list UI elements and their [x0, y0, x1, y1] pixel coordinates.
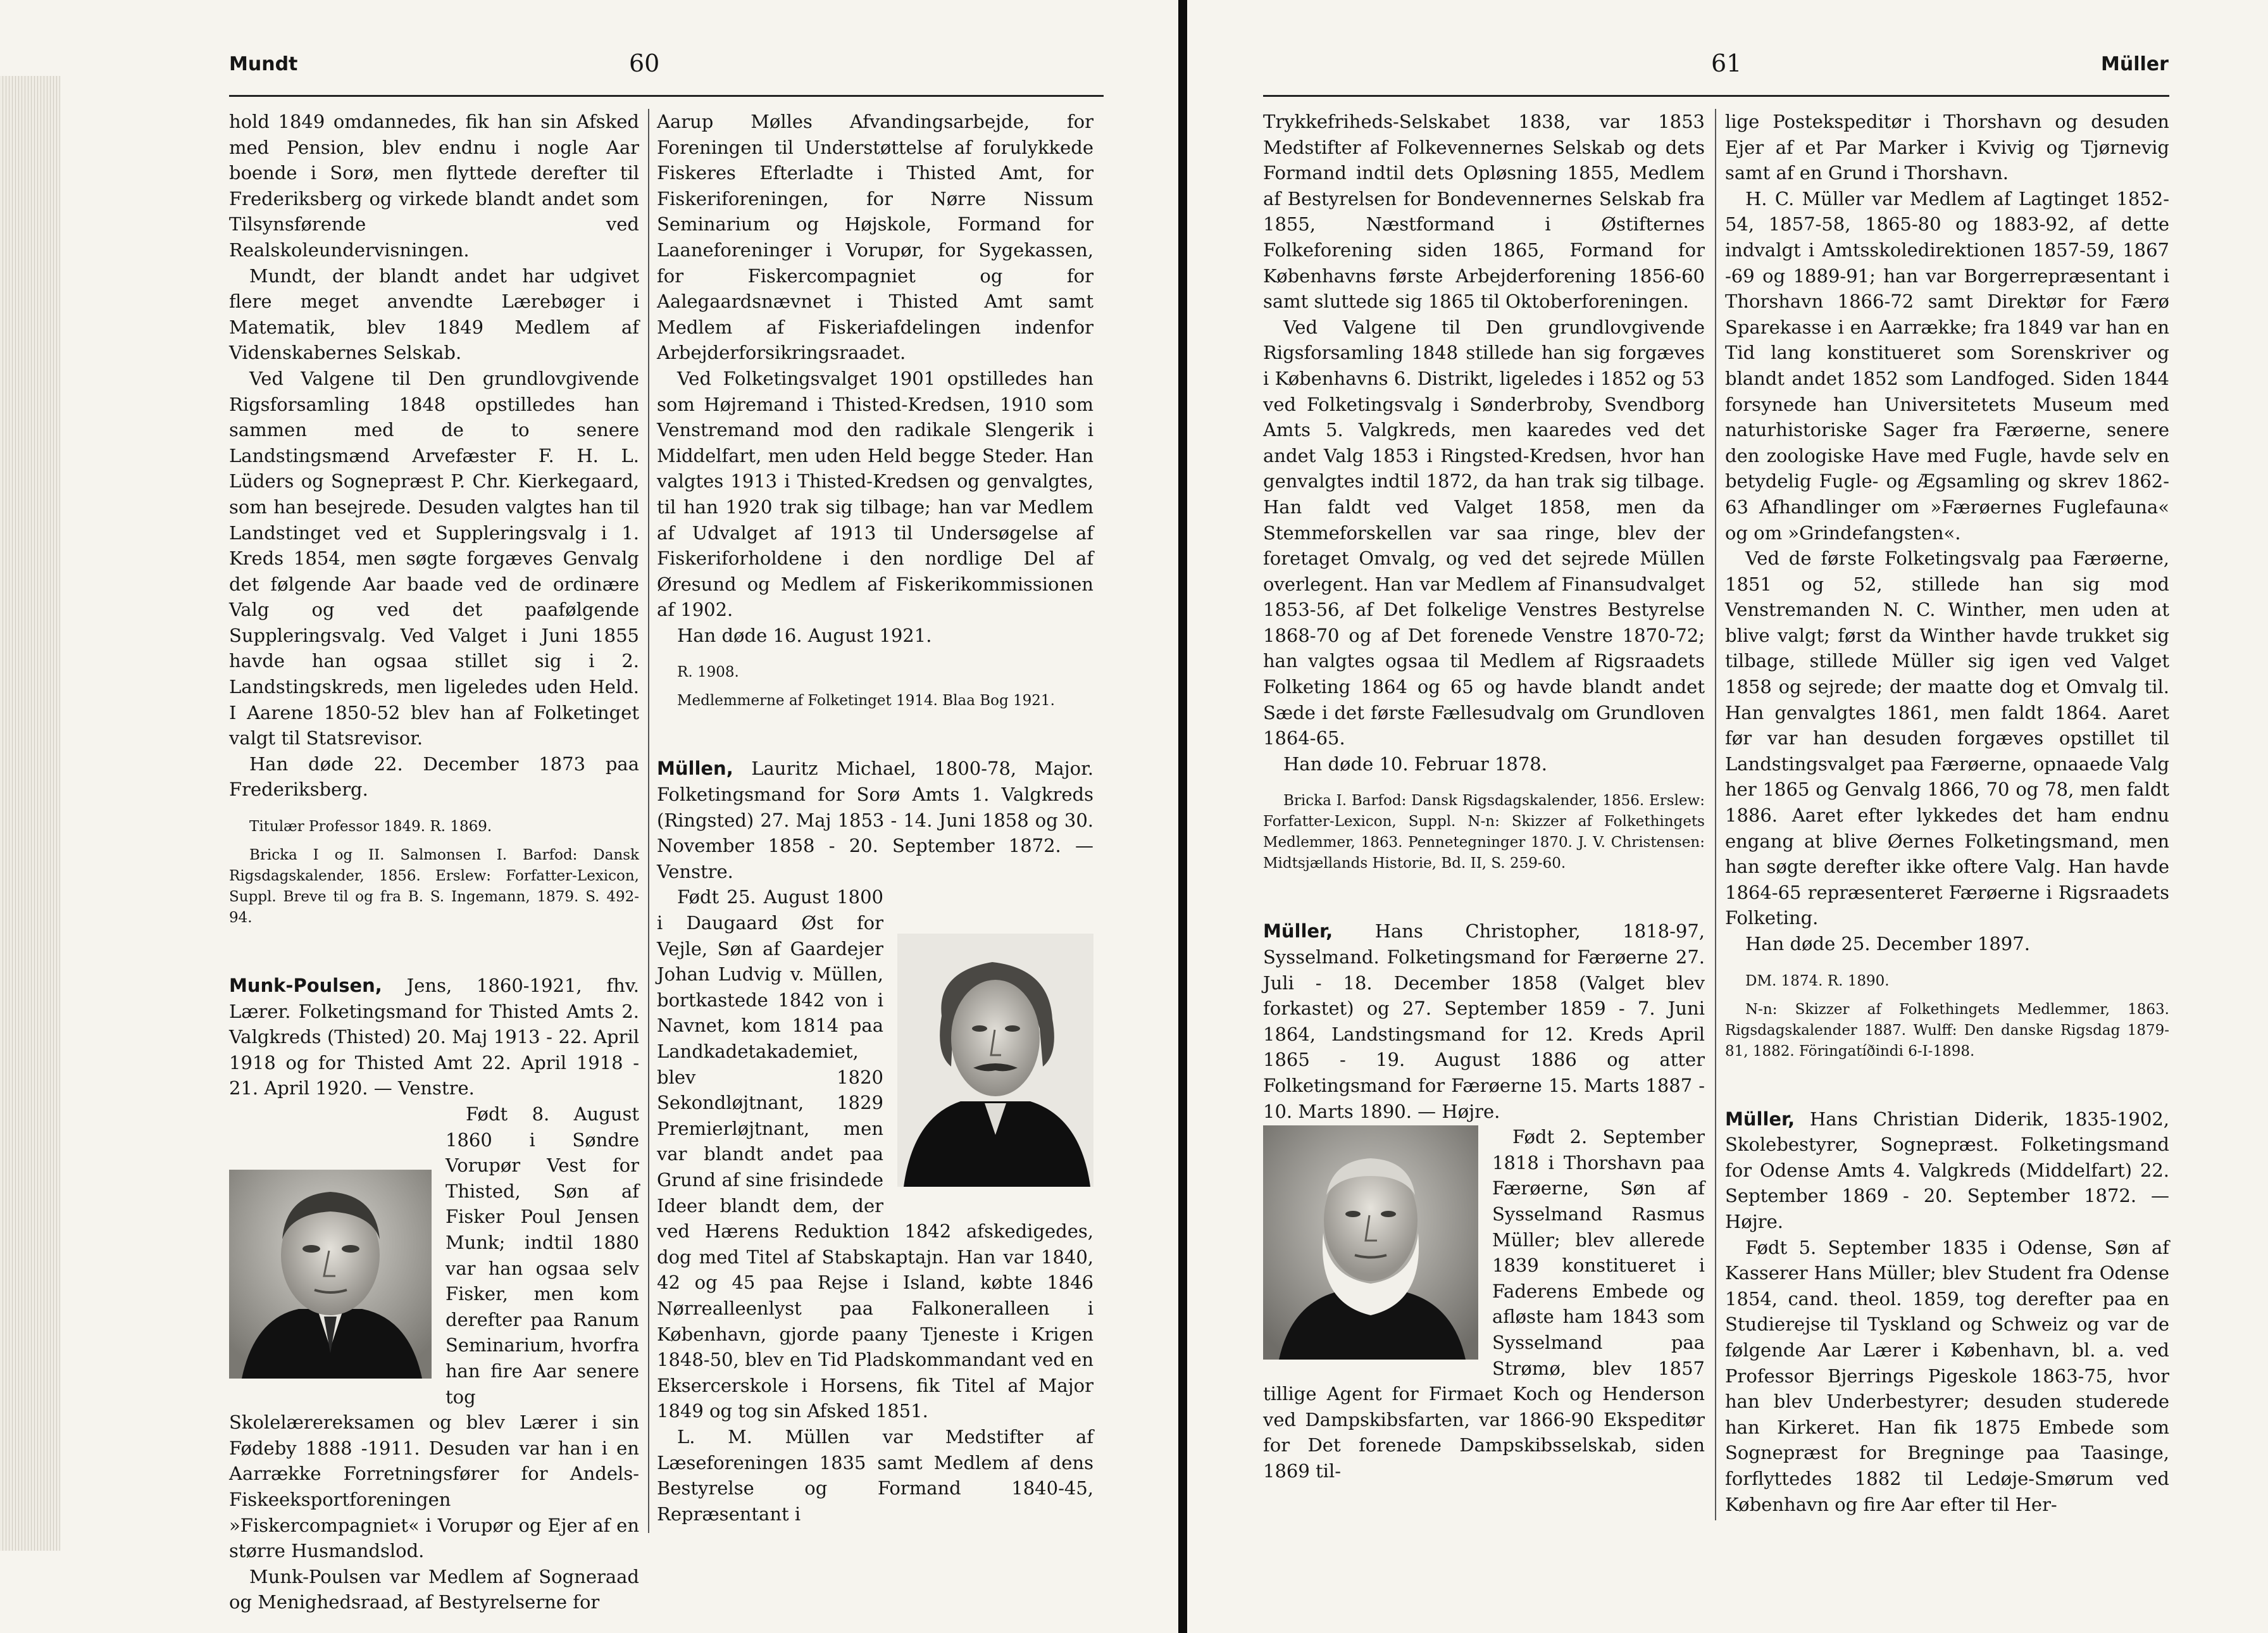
right-column: [657, 109, 1094, 1527]
paragraph: Han døde 10. Februar 1878.: [1283, 753, 1547, 775]
portrait-mullen: [897, 934, 1094, 1187]
paragraph: H. C. Müller var Medlem af Lagtinget 1852-54, 1857-58, 1865-80 og 1883-92, af dette indvalgt i Amtsskoledirektionen 1857-59, 1867 -69 og 1889-91; han var Borgerrepræsentant i Thorshavn 1866-72 samt Direktør for Færø Sparekasse i en Aarrække; fra 1849 var han en Tid lang konstitueret som Sorenskriver og blandt andet 1852 som Landfoged. Siden 1844 forsynede han Universitetets Museum med naturhistoriske Sager fra Færøerne, senere den zoologiske Have med Fugle, havde selv en betydelig Fugle- og Ægsamling og skrev 1862-63 Afhandlinger om »Færøernes Fuglefauna« og om »Grindefangsten«.: [1725, 187, 2169, 544]
entry-summary: Jens, 1860-1921, fhv. Lærer. Folketingsmand for Thisted Amts 2. Valgkreds (Thisted) 20. Maj 1913 - 22. April 1918 og for Thisted Amt 22. April 1918 - 21. April 1920. — Venstre.: [229, 975, 640, 1099]
header-rule: [229, 95, 1104, 97]
entry-name: Müller,: [1263, 920, 1333, 942]
paragraph: L. M. Müllen var Medstifter af Læseforeningen 1835 samt Medlem af dens Bestyrelse og Formand 1840-45, Repræsentant i: [657, 1425, 1094, 1525]
page-number: 61: [1711, 49, 1742, 77]
column-divider: [648, 109, 649, 1533]
paragraph-with-portrait: Født 25. August 1800 i Daugaard Øst for Vejle, Søn af Gaardejer Johan Ludvig v. Müllen, bortkastede 1842 von i Navnet, kom 1814 paa Landkadetakademiet, blev 1820 Sekondløjtnant, 1829 Premierløjtnant, men var blandt andet paa Grund af sine frisindede Ideer blandt dem, der ved Hærens Reduktion 1842 afskedigedes, dog med Titel af Stabskaptajn. Han var 1840, 42 og 45 paa Rejse i Island, købte 1846 Nørrealleenlyst paa Falkoneralleen i København, gjorde paany Tjeneste i Krigen 1848-50, blev en Tid Pladskommandant ved en Eksercerskole i Horsens, fik Titel af Major 1849 og tog sin Afsked 1851.: [657, 886, 1094, 1422]
entry-summary: Hans Christopher, 1818-97, Sysselmand. Folketingsmand for Færøerne 27. Juli - 18. December 1858 (Valget blev forkastet) og 27. September 1859 - 7. Juni 1864, Landstingsmand for 12. Kreds April 1865 - 19. August 1886 og atter Folketingsmand for Færøerne 15. Marts 1887 - 10. Marts 1890. — Højre.: [1263, 920, 1705, 1122]
paragraph: Han døde 22. December 1873 paa Frederiksberg.: [229, 753, 639, 801]
header-rule: [1263, 95, 2169, 97]
paragraph: hold 1849 omdannedes, fik han sin Afsked med Pension, blev endnu i nogle Aar boende i Sorø, men flyttede derefter til Frederiksberg og virkede blandt andet som Tilsynsførende ved Realskoleundervisningen.: [229, 111, 639, 261]
entry-heading: [1263, 918, 1705, 1124]
column-divider: [1715, 109, 1716, 1520]
paragraph: lige Postekspeditør i Thorshavn og desuden Ejer af et Par Marker i Kvivig og Tjørnevig samt af en Grund i Thorshavn.: [1725, 111, 2169, 184]
paragraph: Født 5. September 1835 i Odense, Søn af Kasserer Hans Müller; blev Student fra Odense 1854, cand. theol. 1859, tog derefter paa en Studierejse til Tyskland og Schweiz og var de følgende Aar Lærer i København, bl. a. ved Professor Bjerrings Pigeskole 1863-75, hvor han blev Underbestyrer; desuden studerede han Kirkeret. Han fik 1875 Embede som Sognepræst for Bregninge paa Taasinge, forflyttedes 1882 til Ledøje-Smørum ved København og fire Aar efter til Her-: [1725, 1236, 2169, 1515]
entry-name: Munk-Poulsen,: [229, 975, 382, 997]
honors-line: DM. 1874. R. 1890.: [1745, 972, 1890, 989]
references: N-n: Skizzer af Folkethingets Medlemmer, 1863. Rigsdagskalender 1887. Wulff: Den danske Rigsdag 1879-81, 1882. Föringatíðindi 6-I-1898.: [1725, 1001, 2169, 1060]
portrait-muller-hans-christopher: [1263, 1125, 1478, 1360]
references: Bricka I og II. Salmonsen I. Barfod: Dansk Rigsdagskalender, 1856. Erslew: Forfatter-Lexicon, Suppl. Breve til og fra B. S. Ingemann, 1879. S. 492-94.: [229, 847, 639, 927]
right-page: [1187, 0, 2268, 1633]
entry-name: Müller,: [1725, 1108, 1795, 1130]
paragraph: Ved de første Folketingsvalg paa Færøerne, 1851 og 52, stillede han sig mod Venstremanden N. C. Winther, men uden at blive valgt; først da Winther havde trukket sig tilbage, stillede Müller sig igen ved Valget 1858 og sejrede; der maatte dog et Omvalg til. Han genvalgtes 1861, men faldt 1864. Aaret før var han desuden forgæves opstillet til Landstingsvalget paa Færøerne, opnaaede Valg her 1865 og Genvalg 1866, 70 og 78, men faldt 1886. Aaret efter lykkedes det ham endnu engang at blive Øernes Folketingsmand, men han søgte derefter ikke oftere Valg. Han havde 1864-65 repræsenteret Færøerne i Rigsraadets Folketing.: [1725, 547, 2169, 929]
paragraph-with-portrait: Født 8. August 1860 i Søndre Vorupør Vest for Thisted, Søn af Fisker Poul Jensen Munk; indtil 1880 var han ogsaa selv Fisker, men kom derefter paa Ranum Seminarium, hvorfra han fire Aar senere tog Skolelærereksamen og blev Lærer i sin Fødeby 1888 -1911. Desuden var han i en Aarrække Forretningsfører for Andels-Fiskeeksportforeningen »Fiskercompagniet« i Vorupør og Ejer af en større Husmandslod.: [229, 1103, 639, 1562]
entry-heading: [657, 756, 1094, 884]
paragraph: Ved Valgene til Den grundlovgivende Rigsforsamling 1848 stillede han sig forgæves i Københavns 6. Distrikt, ligeledes i 1852 og 53 ved Folketingsvalg i Sønderbroby, Svendborg Amts 5. Valgkreds, men kaaredes ved det andet Valg 1853 i Ringsted-Kredsen, hvor han genvalgtes indtil 1872, da han trak sig tilbage. Han faldt ved Valget 1858, men da Stemmeforskellen var saa ringe, blev der foretaget Omvalg, og ved det sejrede Müllen overlegent. Han var Medlem af Finansudvalget 1853-56, af Det folkelige Venstres Bestyrelse 1868-70 og af Det forenede Venstre 1870-72; han valgtes ogsaa til Medlem af Rigsraadets Folketing 1864 og 65 og havde blandt andet Sæde i det første Fællesudvalg om Grundloven 1864-65.: [1263, 316, 1705, 749]
left-column: [1263, 109, 1705, 1484]
running-header-name: Mundt: [229, 53, 298, 75]
entry-summary: Lauritz Michael, 1800-78, Major. Folketingsmand for Sorø Amts 1. Valgkreds (Ringsted) 27. Maj 1853 - 14. Juni 1858 og 30. November 1858 - 20. September 1872. — Venstre.: [657, 758, 1094, 882]
entry-heading: [229, 973, 639, 1101]
references: Bricka I. Barfod: Dansk Rigsdagskalender, 1856. Erslew: Forfatter-Lexicon, Suppl. N-n: Skizzer af Folkethingets Medlemmer, 1863. Pennetegninger 1870. J. V. Christensen: Midtsjællands Historie, Bd. II, S. 259-60.: [1263, 792, 1705, 872]
paragraph: Munk-Poulsen var Medlem af Sogneraad og Menighedsraad, af Bestyrelserne for: [229, 1565, 639, 1613]
paragraph: Ved Folketingsvalget 1901 opstilledes han som Højremand i Thisted-Kredsen, 1910 som Venstremand mod den radikale Slengerik i Middelfart, men uden Held begge Steder. Han valgtes 1913 i Thisted-Kredsen og genvalgtes, til han 1920 trak sig tilbage; han var Medlem af Udvalget af 1913 til Undersøgelse af Fiskeriforholdene i den nordlige Del af Øresund og Medlem af Fiskerikommissionen af 1902.: [657, 367, 1094, 621]
entry-summary: Hans Christian Diderik, 1835-1902, Skolebestyrer, Sognepræst. Folketingsmand for Odense Amts 4. Valgkreds (Middelfart) 22. September 1869 - 20. September 1872. — Højre.: [1725, 1108, 2169, 1232]
portrait-munk-poulsen: [229, 1170, 432, 1379]
running-header-name: Müller: [2101, 53, 2169, 75]
paragraph: Han døde 16. August 1921.: [677, 624, 932, 646]
paragraph: Trykkefriheds-Selskabet 1838, var 1853 Medstifter af Folkevennernes Selskab og dets Formand indtil dets Opløsning 1855, Medlem af Bestyrelsen for Bondevennernes Selskab fra 1855, Næstformand i Østifternes Folkeforening siden 1865, Formand for Københavns første Arbejderforening 1856-60 samt sluttede sig 1865 til Oktoberforeningen.: [1263, 111, 1705, 313]
honors-line: R. 1908.: [677, 664, 739, 681]
paragraph: Aarup Mølles Afvandingsarbejde, for Foreningen til Understøttelse af forulykkede Fiskeres Efterladte i Thisted Amt, for Fiskeriforeningen, for Nørre Nissum Seminarium og Højskole, Formand for Laaneforeninger i Vorupør, for Sygekassen, for Fiskercompagniet og for Aalegaardsnævnet i Thisted Amt samt Medlem af Fiskeriafdelingen indenfor Arbejderforsikringsraadet.: [657, 111, 1094, 364]
entry-name: Müllen,: [657, 758, 733, 780]
paragraph: Mundt, der blandt andet har udgivet flere meget anvendte Lærebøger i Matematik, blev 1849 Medlem af Videnskabernes Selskab.: [229, 265, 639, 364]
honors-line: Titulær Professor 1849. R. 1869.: [249, 818, 492, 835]
right-column: [1725, 109, 2169, 1517]
paragraph-with-portrait: Født 2. September 1818 i Thorshavn paa Færøerne, Søn af Sysselmand Rasmus Müller; blev allerede 1839 konstitueret i Faderens Embede og afløste ham 1843 som Sysselmand paa Strømø, blev 1857 tillige Agent for Firmaet Koch og Henderson ved Dampskibsfarten, var 1866-90 Ekspeditør for Det forenede Dampskibsselskab, siden 1869 til-: [1263, 1126, 1705, 1482]
entry-heading: [1725, 1106, 2169, 1235]
page-edges: [0, 76, 60, 1551]
paragraph: Han døde 25. December 1897.: [1745, 933, 2030, 954]
page-number: 60: [629, 49, 660, 77]
paragraph: Ved Valgene til Den grundlovgivende Rigsforsamling 1848 opstilledes han sammen med de to senere Landstingsmænd Arvefæster F. H. L. Lüders og Sognepræst P. Chr. Kierkegaard, som han besejrede. Desuden valgtes han til Landstinget ved et Suppleringsvalg i 1. Kreds 1854, men søgte forgæves Genvalg det følgende Aar baade ved de ordinære Valg og ved det paafølgende Suppleringsvalg. Ved Valget i Juni 1855 havde han ogsaa stillet sig i 2. Landstingskreds, men ligeledes uden Held. I Aarene 1850-52 blev han af Folketinget valgt til Statsrevisor.: [229, 367, 639, 749]
left-column: [229, 109, 639, 1615]
references: Medlemmerne af Folketinget 1914. Blaa Bog 1921.: [677, 692, 1055, 710]
